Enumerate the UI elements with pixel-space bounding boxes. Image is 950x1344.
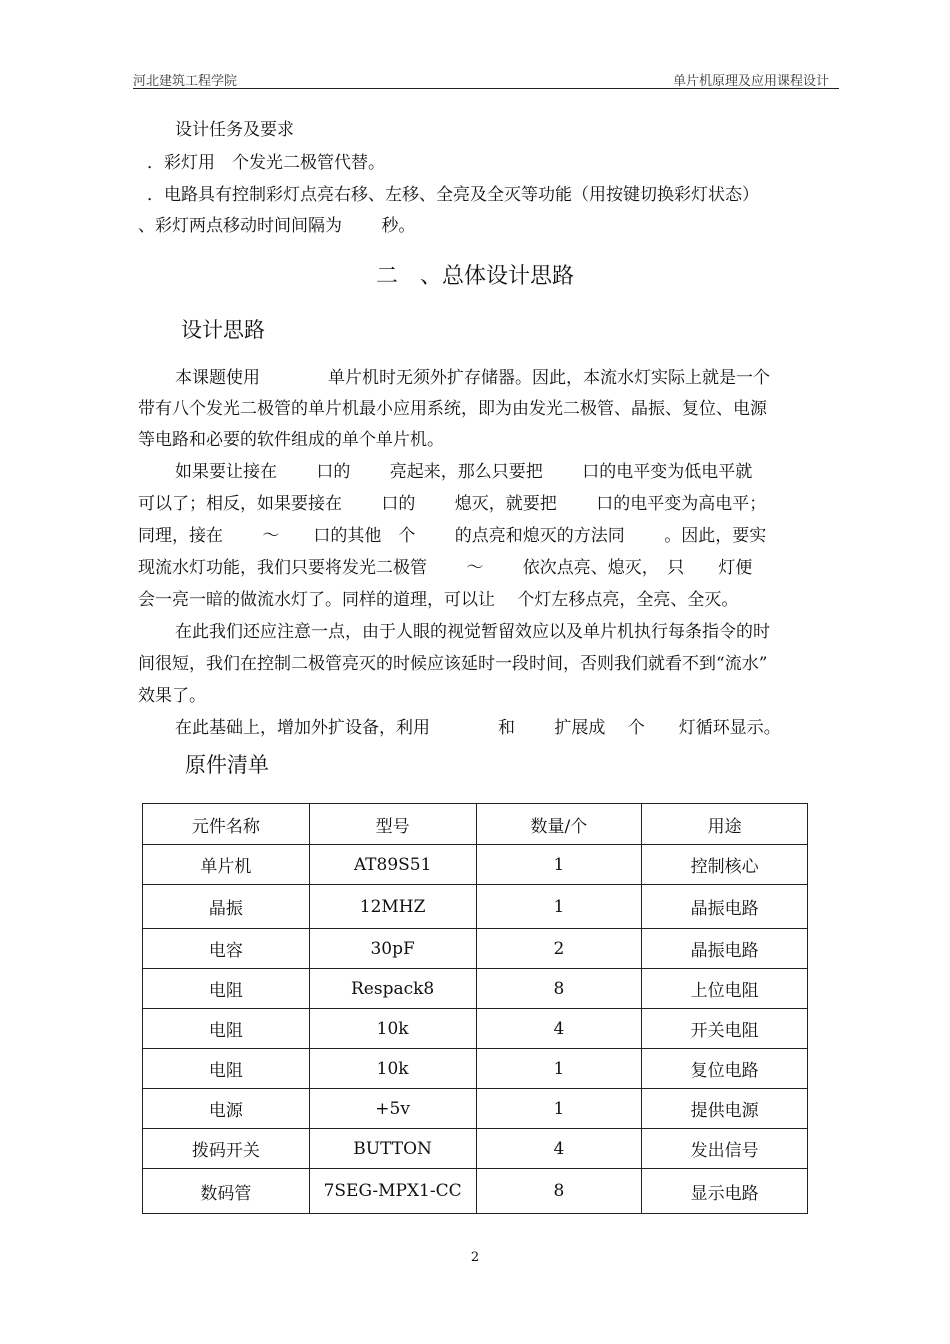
table-cell: 显示电路: [642, 1169, 808, 1214]
body-line: 间很短，我们在控制二极管亮灭的时候应该延时一段时间，否则我们就看不到“流水”: [138, 654, 768, 674]
table-cell: AT89S51: [309, 845, 476, 885]
table-cell: 1: [476, 885, 642, 929]
table-cell: 控制核心: [642, 845, 808, 885]
table-cell: BUTTON: [309, 1129, 476, 1169]
table-cell: 7SEG-MPX1-CC: [309, 1169, 476, 1214]
table-cell: 10k: [309, 1049, 476, 1089]
table-header-cell: 数量/个: [476, 804, 642, 845]
body-line: 会一亮一暗的做流水灯了。同样的道理，可以让 个灯左移点亮，全亮、全灭。: [138, 590, 739, 610]
table-cell: 晶振电路: [642, 885, 808, 929]
table-row: [143, 1089, 808, 1129]
body-line: 可以了；相反，如果要接在 口的 熄灭，就要把 口的电平变为高电平；: [138, 494, 767, 514]
table-cell: 晶振: [143, 885, 310, 929]
table-cell: 8: [476, 1169, 642, 1214]
table-cell: 30pF: [309, 929, 476, 969]
table-cell: 开关电阻: [642, 1009, 808, 1049]
table-row: [143, 885, 808, 929]
page-number: 2: [470, 1250, 480, 1265]
parts-table: [142, 803, 808, 1214]
page-header: [133, 68, 839, 89]
table-cell: +5v: [309, 1089, 476, 1129]
subheading-design-idea: 设计思路: [181, 318, 265, 342]
body-line: 本课题使用 单片机时无须外扩存储器。因此，本流水灯实际上就是一个: [175, 368, 770, 388]
table-header-cell: 用途: [642, 804, 808, 845]
table-cell: 10k: [309, 1009, 476, 1049]
section-heading: 二 、总体设计思路: [375, 264, 574, 289]
table-cell: 数码管: [143, 1169, 310, 1214]
task-item-1: ．彩灯用 个发光二极管代替。: [147, 153, 385, 173]
table-header-row: [143, 804, 808, 845]
table-cell: Respack8: [309, 969, 476, 1009]
table-cell: 电源: [143, 1089, 310, 1129]
table-cell: 电容: [143, 929, 310, 969]
task-title: 设计任务及要求: [175, 120, 294, 140]
table-cell: 1: [476, 1049, 642, 1089]
subheading-parts-list: 原件清单: [185, 753, 269, 777]
table-row: [143, 929, 808, 969]
body-line: 效果了。: [138, 686, 206, 706]
table-header-cell: 型号: [309, 804, 476, 845]
table-cell: 提供电源: [642, 1089, 808, 1129]
header-school: 河北建筑工程学院: [133, 74, 238, 89]
table-row: [143, 845, 808, 885]
header-course: 单片机原理及应用课程设计: [672, 74, 829, 89]
body-line: 在此我们还应注意一点，由于人眼的视觉暂留效应以及单片机执行每条指令的时: [175, 622, 770, 642]
table-header-cell: 元件名称: [143, 804, 310, 845]
table-cell: 晶振电路: [642, 929, 808, 969]
table-cell: 1: [476, 1089, 642, 1129]
table-cell: 单片机: [143, 845, 310, 885]
table-cell: 2: [476, 929, 642, 969]
body-line: 带有八个发光二极管的单片机最小应用系统，即为由发光二极管、晶振、复位、电源: [138, 399, 767, 419]
table-row: [143, 1009, 808, 1049]
table-cell: 发出信号: [642, 1129, 808, 1169]
table-cell: 拨码开关: [143, 1129, 310, 1169]
table-cell: 电阻: [143, 1009, 310, 1049]
table-cell: 1: [476, 845, 642, 885]
table-cell: 4: [476, 1129, 642, 1169]
table-cell: 电阻: [143, 1049, 310, 1089]
body-line: 等电路和必要的软件组成的单个单片机。: [138, 430, 444, 450]
body-line: 同理，接在 ～ 口的其他 个 的点亮和熄灭的方法同 。因此，要实: [138, 526, 767, 546]
body-line: 在此基础上，增加外扩设备，利用 和 扩展成 个 灯循环显示。: [175, 718, 781, 738]
table-cell: 8: [476, 969, 642, 1009]
body-line: 如果要让接在 口的 亮起来，那么只要把 口的电平变为低电平就: [175, 462, 753, 482]
table-row: [143, 1049, 808, 1089]
table-cell: 电阻: [143, 969, 310, 1009]
task-item-2: ．电路具有控制彩灯点亮右移、左移、全亮及全灭等功能（用按键切换彩灯状态）: [147, 185, 759, 205]
table-row: [143, 1129, 808, 1169]
table-cell: 12MHZ: [309, 885, 476, 929]
table-cell: 复位电路: [642, 1049, 808, 1089]
task-item-3: 、彩灯两点移动时间间隔为 秒。: [138, 216, 416, 236]
table-cell: 上位电阻: [642, 969, 808, 1009]
table-row: [143, 969, 808, 1009]
table-cell: 4: [476, 1009, 642, 1049]
body-line: 现流水灯功能，我们只要将发光二极管 ～ 依次点亮、熄灭， 只 灯便: [138, 558, 753, 578]
table-row: [143, 1169, 808, 1214]
